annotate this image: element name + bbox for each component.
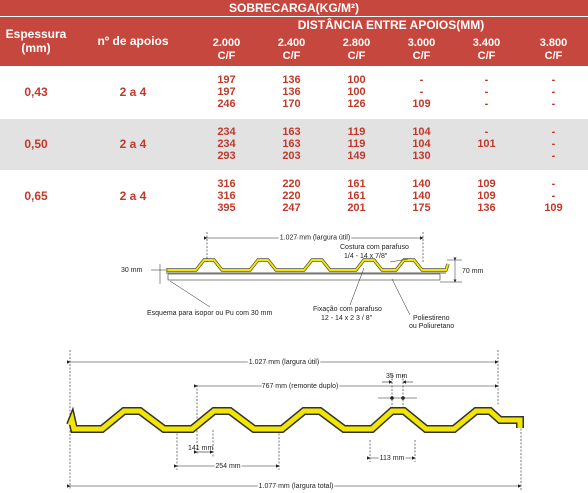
insulation-block	[168, 274, 440, 280]
screw-spec: 1/4 - 14 x 7/8"	[344, 253, 388, 260]
screw-label: Costura com parafuso	[340, 244, 409, 251]
insulation-label: Poliestireno	[413, 315, 450, 322]
value-cell: 234 234 293	[194, 118, 259, 170]
useful-width-label: 1.027 mm (largura útil)	[248, 359, 320, 366]
supports-header: nº de apoios	[72, 16, 194, 66]
span-header: 3.800 C/F	[519, 34, 588, 66]
distance-header: DISTÂNCIA ENTRE APOIOS(MM)	[194, 16, 588, 34]
table-row	[0, 66, 588, 118]
value-cell: 161 161 201	[324, 170, 389, 222]
top-width-label: 1.027 mm (largura útil)	[279, 234, 351, 242]
value-cell: 316 316 395	[194, 170, 259, 222]
scheme-label: Esquema para isopor ou Pu com 30 mm	[147, 310, 273, 317]
thickness-cell: 0,43	[0, 66, 72, 118]
load-table	[0, 0, 588, 222]
total-width-label: 1.077 mm (largura total)	[258, 483, 334, 490]
supports-cell: 2 a 4	[72, 170, 194, 222]
value-cell: 109 109 136	[454, 170, 519, 222]
span-header: 2.000 C/F	[194, 34, 259, 66]
supports-cell: 2 a 4	[72, 118, 194, 170]
span-header: 2.800 C/F	[324, 34, 389, 66]
thickness-cell: 0,65	[0, 170, 72, 222]
dim-254-label: 254 mm	[215, 463, 241, 470]
value-cell: - - -	[519, 118, 588, 170]
thickness-cell: 0,50	[0, 118, 72, 170]
roof-panel-diagrams	[0, 222, 588, 493]
overlap-label: 767 mm (remonte duplo)	[261, 383, 339, 390]
value-cell: 104 104 130	[389, 118, 454, 170]
dim-113-label: 113 mm	[379, 455, 405, 462]
height-70-label: 70 mm	[462, 268, 484, 275]
thickness-header: Espessura (mm)	[0, 16, 72, 66]
table-title: SOBRECARGA(KG/M²)	[0, 0, 588, 16]
thickness-30-label: 30 mm	[121, 267, 143, 274]
value-cell: 140 140 175	[389, 170, 454, 222]
rib-top-label: 35 mm	[386, 373, 408, 380]
value-cell: 197 197 246	[194, 66, 259, 118]
span-header: 3.000 C/F	[389, 34, 454, 66]
value-cell: - - 109	[519, 170, 588, 222]
value-cell: - - -	[519, 66, 588, 118]
fixing-label: Fixação com parafuso	[313, 306, 382, 313]
insulation-label-2: ou Poliuretano	[409, 323, 455, 330]
value-cell: 163 163 203	[259, 118, 324, 170]
span-header: 3.400 C/F	[454, 34, 519, 66]
supports-cell: 2 a 4	[72, 66, 194, 118]
value-cell: 100 100 126	[324, 66, 389, 118]
top-panel-diagram	[121, 232, 484, 330]
value-cell: - - 109	[389, 66, 454, 118]
span-header: 2.400 C/F	[259, 34, 324, 66]
table-row	[0, 170, 588, 222]
table-row	[0, 118, 588, 170]
value-cell: 220 220 247	[259, 170, 324, 222]
value-cell: - - -	[454, 66, 519, 118]
fixing-spec: 12 - 14 x 2 3 / 8"	[321, 315, 373, 322]
bottom-panel-diagram	[70, 350, 521, 490]
value-cell: 119 119 149	[324, 118, 389, 170]
value-cell: - 101	[454, 118, 519, 170]
value-cell: 136 136 170	[259, 66, 324, 118]
dim-141-label: 141 mm	[188, 445, 214, 452]
